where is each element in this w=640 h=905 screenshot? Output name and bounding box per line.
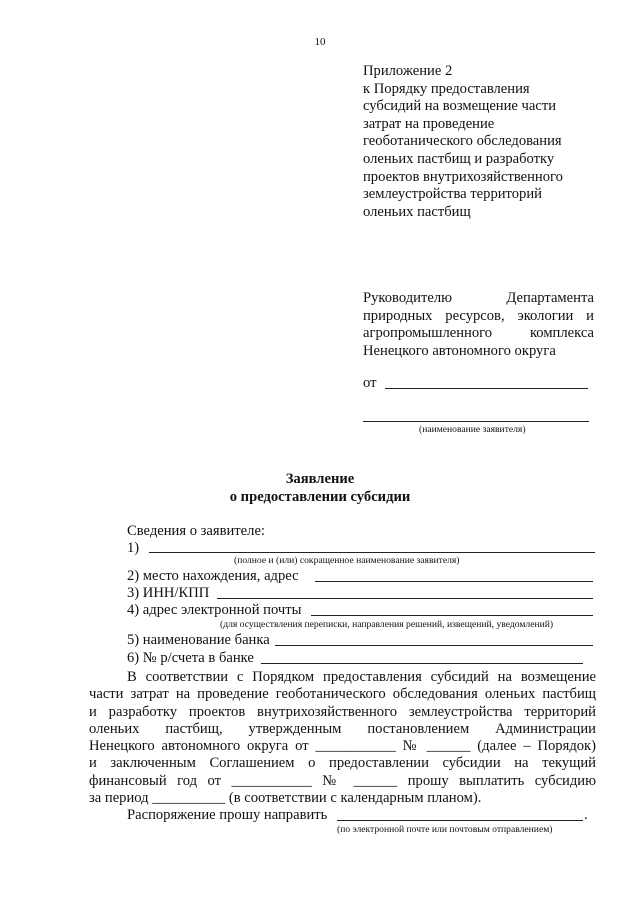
item-2-label: 2) место нахождения, адрес (127, 568, 299, 584)
appendix-line: проектов внутрихозяйственного (363, 168, 563, 185)
item-4-line[interactable] (311, 615, 593, 616)
addressee-block (363, 290, 594, 360)
item-2-line[interactable] (315, 581, 593, 582)
appendix-line: геоботанического обследования (363, 133, 562, 150)
paragraph-line: оленьих пастбищ, утвержденным постановлением Администрации (89, 720, 596, 737)
appendix-line: оленьих пастбищ и разработку (363, 150, 555, 167)
from-label: от (363, 375, 377, 391)
addressee-line: Ненецкого автономного округа (363, 342, 556, 359)
appendix-line: субсидий на возмещение части (363, 98, 557, 115)
appendix-line: к Порядку предоставления (363, 80, 530, 97)
item-3-line[interactable] (217, 598, 593, 599)
item-1-caption: (полное и (или) сокращенное наименование заявителя) (234, 555, 460, 566)
appendix-header (363, 63, 563, 221)
order-caption: (по электронной почте или почтовым отправлением) (337, 824, 553, 835)
order-period: . (584, 807, 588, 823)
item-3-label: 3) ИНН/КПП (127, 585, 210, 601)
paragraph-line: части затрат на проведение геоботанического обследования оленьих пастбищ (89, 686, 596, 703)
addressee-line: агропромышленного комплекса (363, 325, 594, 342)
appendix-line: Приложение 2 (363, 63, 453, 79)
appendix-line: затрат на проведение (363, 115, 495, 132)
appendix-line: оленьих пастбищ (363, 203, 471, 220)
order-line[interactable] (337, 820, 583, 821)
paragraph-line: за период __________ (в соответствии с календарным планом). (89, 790, 482, 807)
main-paragraph (89, 669, 596, 807)
item-5-line[interactable] (275, 645, 593, 646)
addressee-line: природных ресурсов, экологии и (363, 307, 594, 324)
addressee-line: Руководителю Департамента (363, 290, 594, 306)
from-line[interactable] (385, 388, 588, 389)
document-title: Заявление (285, 471, 355, 487)
item-5-label: 5) наименование банка (127, 632, 270, 648)
item-4-label: 4) адрес электронной почты (127, 602, 302, 618)
order-label: Распоряжение прошу направить (127, 807, 328, 823)
paragraph-line: Ненецкого автономного округа от ___________ № ______ (далее – Порядок) (89, 738, 596, 755)
paragraph-line: В соответствии с Порядком предоставления субсидий на возмещение (127, 669, 596, 685)
page-number: 10 (314, 36, 326, 48)
paragraph-line: и заключенным Соглашением о предоставлении субсидии на текущий (89, 755, 596, 772)
item-6-line[interactable] (261, 663, 583, 664)
appendix-line: землеустройства территорий (363, 186, 542, 203)
document-subtitle: о предоставлении субсидии (229, 489, 411, 505)
applicant-name-line[interactable] (363, 421, 589, 422)
applicant-caption: (наименование заявителя) (419, 424, 526, 435)
paragraph-line: финансовый год от ___________ № ______ прошу выплатить субсидию (89, 772, 596, 789)
applicant-info-heading: Сведения о заявителе: (127, 523, 265, 539)
item-1-label: 1) (127, 540, 140, 556)
item-1-line[interactable] (149, 552, 595, 553)
item-4-caption: (для осуществления переписки, направления решений, извещений, уведомлений) (220, 619, 554, 630)
item-6-label: 6) № р/счета в банке (127, 650, 254, 666)
paragraph-line: и разработку проектов внутрихозяйственного землеустройства территорий (89, 703, 596, 720)
